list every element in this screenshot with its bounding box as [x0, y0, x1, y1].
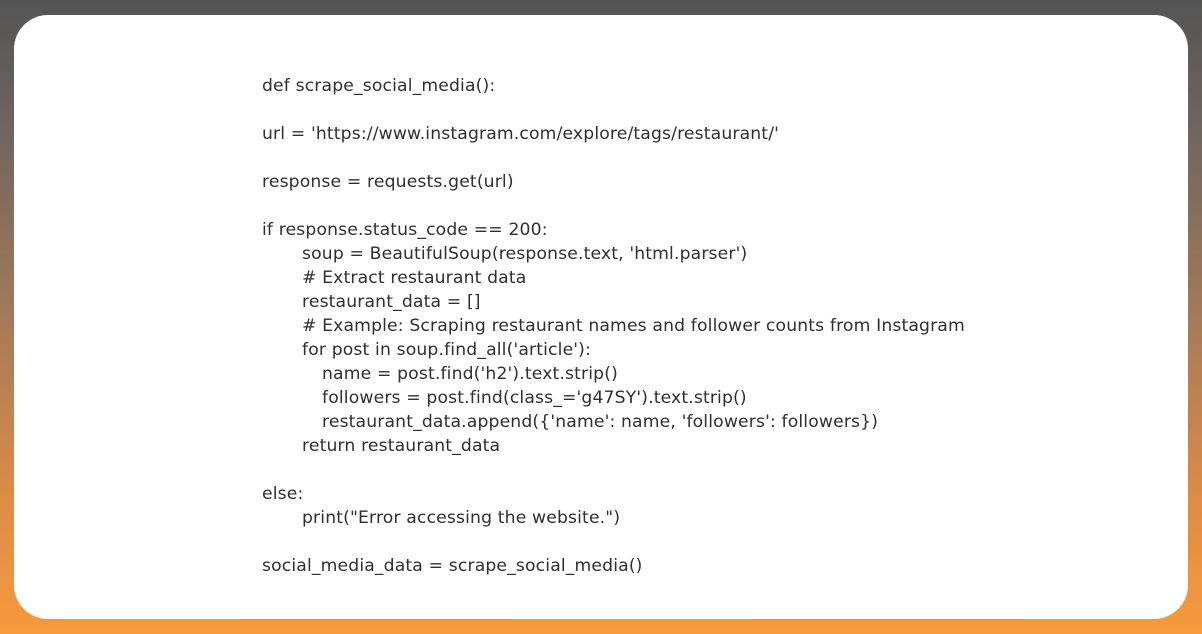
code-line: for post in soup.find_all('article'):: [302, 340, 591, 360]
code-line: # Extract restaurant data: [302, 268, 527, 288]
code-line: # Example: Scraping restaurant names and follower counts from Instagram: [302, 316, 965, 336]
code-line: social_media_data = scrape_social_media(): [262, 556, 643, 576]
code-line: def scrape_social_media():: [262, 76, 496, 96]
code-line: followers = post.find(class_='g47SY').text.strip(): [322, 388, 747, 408]
code-line: [262, 530, 965, 554]
code-line: [262, 146, 965, 170]
code-line: print("Error accessing the website."): [302, 508, 621, 528]
code-line: return restaurant_data: [302, 436, 501, 456]
code-line: url = 'https://www.instagram.com/explore/tags/restaurant/': [262, 124, 780, 144]
code-line: restaurant_data = []: [302, 292, 481, 312]
code-line: soup = BeautifulSoup(response.text, 'html.parser'): [302, 244, 748, 264]
code-block: [262, 74, 965, 578]
code-line: name = post.find('h2').text.strip(): [322, 364, 618, 384]
code-card: [14, 15, 1188, 619]
code-line: response = requests.get(url): [262, 172, 514, 192]
code-line: if response.status_code == 200:: [262, 220, 548, 240]
code-line: [262, 194, 965, 218]
code-line: [262, 98, 965, 122]
code-line: else:: [262, 484, 304, 504]
code-line: restaurant_data.append({'name': name, 'followers': followers}): [322, 412, 879, 432]
code-line: [262, 458, 965, 482]
